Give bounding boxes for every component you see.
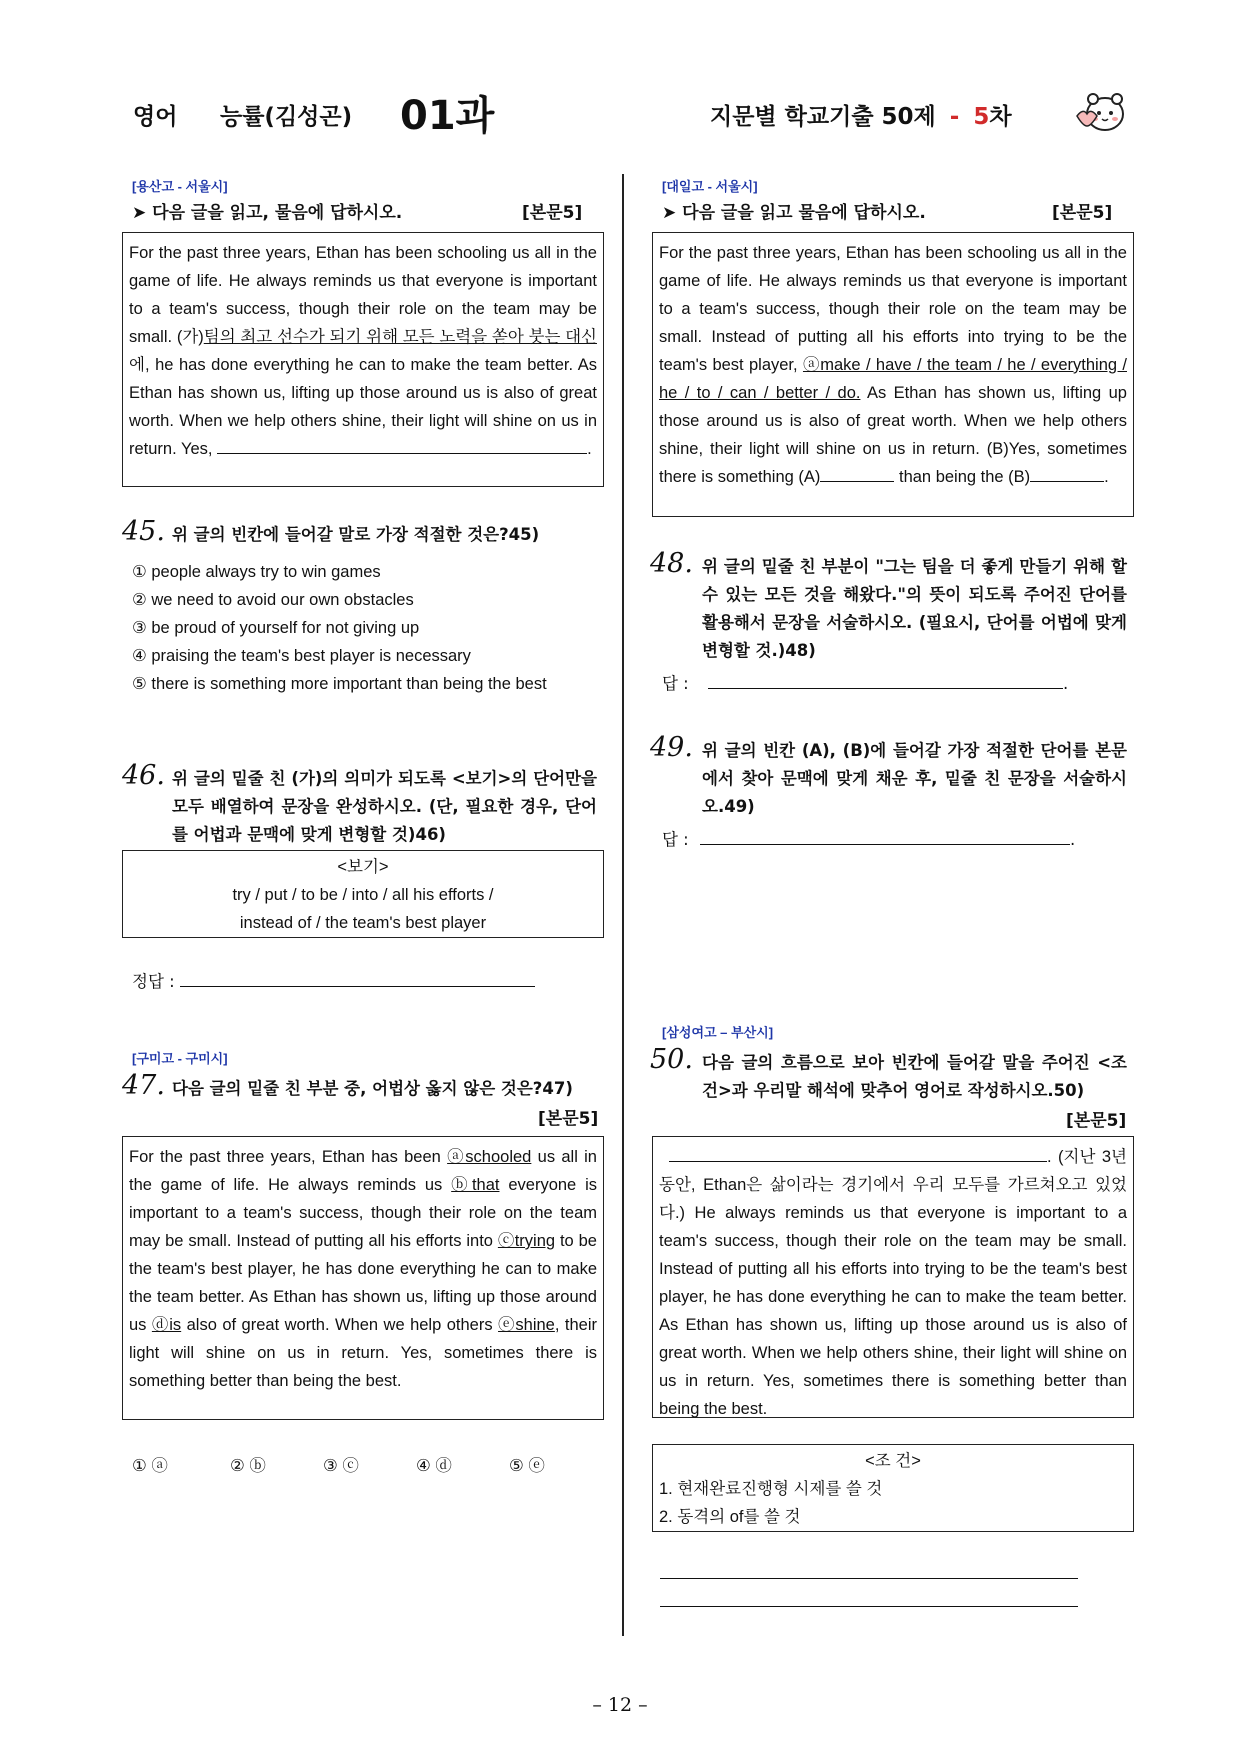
question-49-text: 위 글의 빈칸 (A), (B)에 들어갈 가장 적절한 단어를 본문에서 찾아 문맥에 맞게 채운 후, 밑줄 친 문장을 서술하시오.49) xyxy=(702,741,1127,816)
question-50-number: 50. xyxy=(650,1044,693,1075)
passage-box-47 xyxy=(122,1136,604,1420)
passage-47-s2: us all in the game of life. He always reminds us xyxy=(129,1148,597,1194)
passage-47-option-e: ⓔshine xyxy=(498,1316,555,1334)
condition-1: 1. 현재완료진행형 시제를 쓸 것 xyxy=(659,1480,883,1498)
lesson-title: 01과 xyxy=(400,93,495,139)
choice-47-3[interactable]: ③ ⓒ xyxy=(323,1457,359,1475)
answer-49 xyxy=(662,826,1075,850)
choice-47-1[interactable]: ① ⓐ xyxy=(132,1457,168,1475)
answer-49-end: . xyxy=(1070,830,1076,849)
round-number: 5 xyxy=(973,104,990,130)
tag-p47: [본문5] xyxy=(538,1109,599,1129)
round-suffix: 차 xyxy=(989,104,1012,130)
worksheet-title xyxy=(710,98,1012,131)
question-48-text: 위 글의 밑줄 친 부분이 "그는 팀을 더 좋게 만들기 위해 할 수 있는 모든 것을 해왔다."의 뜻이 되도록 주어진 단어를 활용해서 문장을 서술하시오. (필요시, 단어를 어법에 맞게 변형할 것.)48) xyxy=(702,557,1127,660)
tag-p48: [본문5] xyxy=(1052,203,1113,223)
question-47-text: 다음 글의 밑줄 친 부분 중, 어법상 옳지 않은 것은?47) xyxy=(172,1079,573,1098)
example-box-46 xyxy=(122,850,604,938)
question-46-text: 위 글의 밑줄 친 (가)의 의미가 되도록 <보기>의 단어만을 모두 배열하여 문장을 완성하시오. (단, 필요한 경우, 단어를 어법과 문맥에 맞게 변형할 것)46) xyxy=(172,769,597,844)
choice-2[interactable]: ② we need to avoid our own obstacles xyxy=(132,591,414,609)
worksheet-title-main: 지문별 학교기출 50제 xyxy=(710,104,936,130)
passage-1-underlined: 팀의 최고 선수가 되기 위해 모든 노력을 쏟아 붓는 대신 xyxy=(203,328,597,346)
question-45-text: 위 글의 빈칸에 들어갈 말로 가장 적절한 것은?45) xyxy=(172,525,540,544)
passage-47-s6: , their light will shine on us in return. Yes, sometimes there is something better than being the best. xyxy=(129,1316,597,1390)
blank-A[interactable] xyxy=(820,467,894,482)
worksheet-title-dash: - xyxy=(949,104,960,130)
source-label-yongsan: [용산고 - 서울시] xyxy=(132,179,228,194)
choice-47-2[interactable]: ② ⓑ xyxy=(230,1457,266,1475)
question-50-text: 다음 글의 흐름으로 보아 빈칸에 들어갈 말을 주어진 <조건>과 우리말 해석에 맞추어 영어로 작성하시오.50) xyxy=(702,1053,1127,1100)
passage-48-s2: As Ethan has shown us, lifting up those around us is also of great worth. When we help others shine, their light will shine on us in return. (B)Yes, sometimes there is something (A) xyxy=(659,384,1127,486)
choice-3[interactable]: ③ be proud of yourself for not giving up xyxy=(132,619,420,637)
subject-label: 영어 xyxy=(133,104,178,130)
answer-49-label: 답 : xyxy=(662,830,689,849)
passage-47-s1: For the past three years, Ethan has been xyxy=(129,1148,448,1166)
choice-5[interactable]: ⑤ there is something more important than being the best xyxy=(132,675,547,693)
answer-48-line[interactable] xyxy=(708,670,1063,689)
tag-p1: [본문5] xyxy=(522,203,583,223)
question-45-number: 45. xyxy=(122,516,165,547)
answer-49-line[interactable] xyxy=(700,826,1070,845)
choice-4[interactable]: ④ praising the team's best player is necessary xyxy=(132,647,471,665)
example-box-line-2: instead of / the team's best player xyxy=(239,914,487,932)
passage-47-option-c: ⓒtrying xyxy=(497,1232,556,1250)
condition-box-50 xyxy=(652,1444,1134,1532)
example-box-line-1: try / put / to be / into / all his efforts / xyxy=(232,886,494,904)
passage-box-1 xyxy=(122,232,604,487)
publisher-label: 능률(김성곤) xyxy=(220,104,353,130)
question-46-number: 46. xyxy=(122,760,165,791)
passage-48-underlined: ⓐmake / have / the team / he / everything / he / to / can / better / do. xyxy=(659,356,1127,402)
passage-box-48 xyxy=(652,232,1134,517)
passage-47-option-b: ⓑthat xyxy=(451,1176,500,1194)
choice-47-4[interactable]: ④ ⓓ xyxy=(416,1457,452,1475)
question-48-number: 48. xyxy=(650,548,693,579)
question-45-choices xyxy=(132,558,597,698)
question-49-number: 49. xyxy=(650,732,693,763)
condition-2: 2. 동격의 of를 쓸 것 xyxy=(659,1508,801,1526)
source-label-gumi: [구미고 - 구미시] xyxy=(132,1051,228,1066)
passage-47-s4: to be the team's best player, he has done everything he can to make the team better. As Ethan has shown us, lifting up those around us xyxy=(129,1232,597,1334)
passage-50-text: . (지난 3년 동안, Ethan은 삶이라는 경기에서 우리 모두를 가르쳐오고 있었다.) He always reminds us that everyone is important to a team's success, though their role on the team may be small. Instead of putting all his efforts into trying to be the team's best player, he has done everything he can to make the team better. As Ethan has shown us, lifting up those around us is also of great worth. When we help others shine, their light will shine on us in return. Yes, sometimes there is something better than being the best. xyxy=(659,1148,1127,1418)
source-label-samsung: [삼성여고 – 부산시] xyxy=(662,1025,774,1040)
passage-1-end: . xyxy=(587,440,592,458)
source-label-daeil: [대일고 - 서울시] xyxy=(662,179,758,194)
condition-box-title: <조 건> xyxy=(865,1452,921,1470)
answer-50-line-1[interactable] xyxy=(660,1578,1078,1579)
passage-47-option-d: ⓓis xyxy=(151,1316,182,1334)
passage-1-blank[interactable] xyxy=(217,453,587,454)
passage-48-s3: than being the (B) xyxy=(894,468,1031,486)
example-box-title: <보기> xyxy=(337,858,389,876)
passage-47-s5: also of great worth. When we help others xyxy=(181,1316,499,1334)
passage-48-s1: For the past three years, Ethan has been schooling us all in the game of life. He always reminds us that everyone is important to a team's success, though their role on the team may be small. Instead of putting all his efforts into trying to be the team's best player, xyxy=(659,244,1127,374)
passage-box-50 xyxy=(652,1136,1134,1418)
passage-48-s4: . xyxy=(1104,468,1109,486)
question-47-number: 47. xyxy=(122,1070,165,1101)
column-divider xyxy=(622,174,624,1636)
answer-48-end: . xyxy=(1063,674,1069,693)
answer-46-label: 정답 : xyxy=(132,972,175,991)
choice-47-5[interactable]: ⑤ ⓔ xyxy=(509,1457,545,1475)
passage-47-s3: everyone is important to a team's success, though their role on the team may be small. Instead of putting all his efforts into xyxy=(129,1176,597,1250)
answer-46 xyxy=(132,968,535,992)
page-number: – 12 – xyxy=(592,1694,648,1716)
blank-B[interactable] xyxy=(1030,467,1104,482)
question-47-choices xyxy=(132,1452,545,1476)
answer-46-line[interactable] xyxy=(180,968,535,987)
passage-1-text-b: 에, he has done everything he can to make the team better. As Ethan has shown us, lifting up those around us is also of great worth. When we help others shine, their light will shine on us in return. Yes, xyxy=(129,356,597,458)
mascot-icon xyxy=(1073,86,1129,136)
answer-48 xyxy=(662,670,1068,694)
choice-1[interactable]: ① people always try to win games xyxy=(132,563,381,581)
instruction-p48: ➤ 다음 글을 읽고 물음에 답하시오. xyxy=(662,203,926,223)
passage-47-option-a: ⓐschooled xyxy=(447,1148,532,1166)
tag-p50: [본문5] xyxy=(1066,1111,1127,1131)
answer-48-label: 답 : xyxy=(662,674,689,693)
passage-1-text-a: For the past three years, Ethan has been schooling us all in the game of life. He always reminds us that everyone is important to a team's success, though their role on the team may be small. (가) xyxy=(129,244,597,346)
passage-50-blank[interactable] xyxy=(669,1145,1047,1162)
instruction-p1: ➤ 다음 글을 읽고, 물음에 답하시오. xyxy=(132,203,403,223)
answer-50-line-2[interactable] xyxy=(660,1606,1078,1607)
